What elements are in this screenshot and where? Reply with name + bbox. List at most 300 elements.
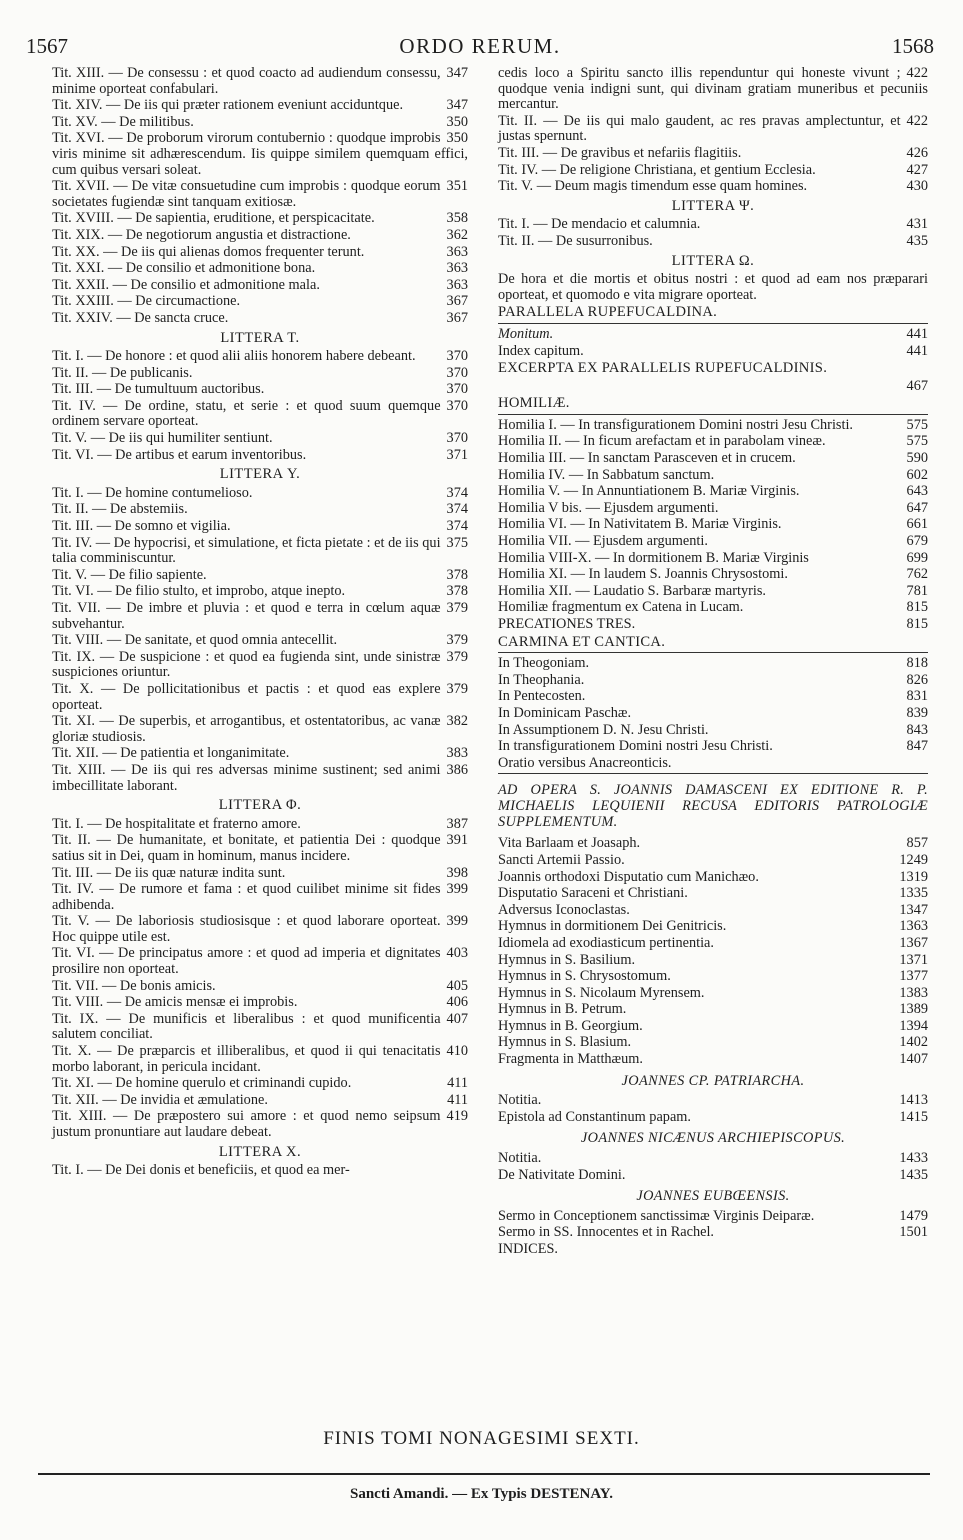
toc-entry — [498, 217, 928, 233]
toc-entry — [498, 234, 928, 250]
entry-text: In Assumptionem D. N. Jesu Christi. — [498, 721, 709, 738]
toc-entry — [498, 534, 928, 550]
section-heading: LITTERA Ω. — [671, 252, 755, 269]
page-reference: 350 — [446, 130, 468, 147]
toc-entry — [52, 914, 468, 945]
entry-text: Homilia VI. — In Nativitatem B. Mariæ Virginis. — [498, 516, 782, 533]
toc-entry — [52, 294, 468, 310]
entry-text: Idiomela ad exodiasticum pertinentia. — [498, 934, 714, 951]
entry-text: Tit. V. — De laboriosis studiosisque : et quod laborare oporteat. Hoc quippe utile est. — [52, 913, 441, 945]
toc-entry — [52, 1044, 468, 1075]
entry-text: cedis loco a Spiritu sancto illis rependuntur qui honeste vivunt ; quodque venia indigni sunt, qui divinam gratiam muneribus et pecuniis mercantur. — [498, 65, 928, 113]
entry-text: Tit. IX. — De suspicione : et quod ea fugienda sint, unde sinistræ suspiciones oriuntur. — [52, 648, 441, 681]
toc-entry — [498, 1110, 928, 1126]
toc-entry — [498, 689, 928, 705]
toc-entry — [52, 946, 468, 977]
page-reference: 661 — [906, 516, 928, 533]
entry-text: Tit. VII. — De bonis amicis. — [52, 977, 216, 994]
entry-text: Tit. XIX. — De negotiorum angustia et distractione. — [52, 226, 351, 243]
toc-entry — [498, 418, 928, 434]
toc-entry — [52, 746, 468, 762]
toc-entry — [52, 995, 468, 1011]
entry-text: Tit. V. — De filio sapiente. — [52, 566, 207, 583]
entry-text: Tit. VIII. — De amicis mensæ ei improbis. — [52, 994, 298, 1011]
page-reference: 370 — [446, 430, 468, 447]
toc-entry — [52, 115, 468, 131]
page-reference: 367 — [446, 293, 468, 310]
toc-entry — [52, 311, 468, 327]
page-reference: 1249 — [899, 851, 928, 868]
page-reference: 379 — [446, 648, 468, 665]
toc-entry — [498, 936, 928, 952]
entry-text: Tit. I. — De honore : et quod alii aliis honorem habere debeant. — [52, 348, 416, 365]
toc-entry — [52, 601, 468, 632]
page-reference: 441 — [906, 342, 928, 359]
page-reference: 1383 — [899, 984, 928, 1001]
printer-imprint: Sancti Amandi. — Ex Typis DESTENAY. — [349, 1486, 613, 1502]
entry-text: Homilia VII. — Ejusdem argumenti. — [498, 533, 708, 550]
toc-entry — [52, 448, 468, 464]
page-reference: 1407 — [899, 1051, 928, 1068]
toc-entry — [52, 278, 468, 294]
page-reference: 818 — [906, 655, 928, 672]
toc-entry — [498, 1002, 928, 1018]
page-reference: 358 — [446, 210, 468, 227]
entry-text: De hora et die mortis et obitus nostri : et quod ad eam nos præparari oporteat, et quomodo e vita migrare oporteat. — [498, 271, 928, 303]
entry-text: Sancti Artemii Passio. — [498, 851, 625, 868]
page-reference: 370 — [446, 364, 468, 381]
toc-entry — [52, 519, 468, 535]
page-reference: 1479 — [899, 1207, 928, 1224]
toc-entry — [498, 723, 928, 739]
toc-entry — [498, 656, 928, 672]
entry-text: Tit. XXIII. — De circumactione. — [52, 293, 241, 310]
divider — [498, 652, 928, 653]
toc-entry — [52, 1109, 468, 1140]
toc-entry — [52, 486, 468, 502]
toc-entry — [52, 682, 468, 713]
toc-entry — [498, 146, 928, 162]
page-reference: 383 — [446, 745, 468, 762]
page-title: ORDO RERUM. — [399, 34, 561, 58]
toc-entry — [498, 517, 928, 533]
toc-entry — [52, 349, 468, 365]
entry-text: In Theogoniam. — [498, 655, 590, 672]
page-reference: 1389 — [899, 1001, 928, 1018]
toc-entry — [498, 451, 928, 467]
entry-text: Index capitum. — [498, 342, 584, 359]
page-reference: 575 — [906, 433, 928, 450]
supplement-heading: AD OPERA S. JOANNIS DAMASCENI EX EDITIONE R. P. MICHAELIS LEQUIENII RECUSA EDITORIS PATROLOGIÆ SUPPLEMENTUM. — [498, 782, 928, 831]
toc-entry — [52, 366, 468, 382]
toc-entry — [52, 98, 468, 114]
entry-text: In Theophania. — [498, 671, 585, 688]
toc-entry — [498, 1209, 928, 1225]
entry-text: Homilia XII. — Laudatio S. Barbaræ martyris. — [498, 582, 767, 599]
page-reference: 826 — [906, 671, 928, 688]
toc-entry — [498, 1035, 928, 1051]
page-reference: 370 — [446, 381, 468, 398]
entry-text: Adversus Iconoclastas. — [498, 901, 630, 918]
page-reference: 1413 — [899, 1092, 928, 1109]
entry-text: Tit. XVII. — De vitæ consuetudine cum improbis : quodque eorum societates fugiendæ sint tanquam exitiosæ. — [52, 178, 441, 210]
toc-entry — [52, 431, 468, 447]
left-column — [52, 66, 468, 1180]
entry-text: Tit. II. — De iis qui malo gaudent, ac res pravas amplectuntur, et justas spernunt. — [498, 112, 901, 145]
section-heading: LITTERA Φ. — [218, 797, 302, 814]
toc-entry — [52, 66, 468, 97]
toc-entry — [498, 969, 928, 985]
entry-text: Homilia I. — In transfigurationem Domini nostri Jesu Christi. — [498, 416, 853, 433]
divider — [498, 773, 928, 774]
entry-text: Vita Barlaam et Joasaph. — [498, 835, 641, 852]
entry-text: Tit. IV. — De rumore et fama : et quod cuilibet minime sit fides adhibenda. — [52, 881, 441, 913]
toc-entry — [498, 114, 928, 145]
entry-text: Tit. IV. — De ordine, statu, et serie : et quod suum quemque ordinem servare oporteat. — [52, 397, 441, 430]
page-reference: 406 — [446, 994, 468, 1011]
entry-text: Tit. VII. — De imbre et pluvia : et quod e terra in cœlum aquæ subvehantur. — [52, 600, 441, 632]
toc-entry — [498, 870, 928, 886]
page-reference: 386 — [446, 761, 468, 778]
page-reference: 382 — [446, 713, 468, 730]
entry-text: Tit. V. — De iis qui humiliter sentiunt. — [52, 430, 273, 447]
page-reference: 347 — [446, 65, 468, 81]
toc-entry — [498, 739, 928, 755]
page-number-right: 1568 — [892, 34, 934, 58]
toc-entry — [498, 1225, 928, 1241]
page-reference: 815 — [906, 616, 928, 632]
page-reference: 379 — [446, 600, 468, 616]
entry-text: PRECATIONES TRES. — [498, 616, 636, 632]
entry-text: Tit. III. — De tumultuum auctoribus. — [52, 381, 265, 398]
page-reference: 399 — [446, 913, 468, 930]
entry-text: Fragmenta in Matthæum. — [498, 1051, 643, 1068]
entry-text: Tit. XVIII. — De sapientia, eruditione, et perspicacitate. — [52, 210, 375, 227]
entry-text: Tit. XIII. — De consessu : et quod coacto ad audiendum consessu, minime oporteat confabulari. — [52, 65, 441, 97]
entry-text: Sermo in SS. Innocentes et in Rachel. — [498, 1224, 715, 1241]
toc-entry — [52, 228, 468, 244]
page-reference: 411 — [447, 1091, 468, 1108]
entry-text: Tit. XVI. — De proborum virorum contubernio : quodque improbis viris minime sit adhærescendum. Iis quippe similem quemquam effici, cum quibus versari soleat. — [52, 130, 468, 178]
page-reference: 378 — [446, 583, 468, 600]
toc-entry — [498, 551, 928, 567]
entry-text: Hymnus in S. Blasium. — [498, 1034, 632, 1051]
entry-text: Monitum. — [498, 325, 554, 342]
author-heading: JOANNES EUBŒENSIS. — [636, 1188, 790, 1205]
entry-text: Hymnus in S. Chrysostomum. — [498, 968, 671, 985]
toc-entry — [52, 382, 468, 398]
page-reference: 399 — [446, 881, 468, 898]
page-reference: 363 — [446, 276, 468, 293]
entry-text: Hymnus in dormitionem Dei Genitricis. — [498, 918, 727, 935]
page-number-left: 1567 — [26, 34, 68, 58]
page-reference: 363 — [446, 260, 468, 277]
toc-entry — [498, 501, 928, 517]
entry-text: Epistola ad Constantinum papam. — [498, 1108, 691, 1125]
page-reference: 1394 — [899, 1017, 928, 1034]
section-heading: LITTERA X. — [218, 1143, 302, 1160]
section-heading: LITTERA Υ. — [219, 466, 301, 483]
entry-text: Tit. XII. — De patientia et longanimitate. — [52, 745, 290, 762]
toc-entry — [52, 584, 468, 600]
page-reference: 379 — [446, 680, 468, 697]
entry-text: Tit. VI. — De filio stulto, et improbo, atque inepto. — [52, 583, 346, 600]
section-heading: LITTERA T. — [220, 329, 300, 346]
entry-text: Tit. XIII. — De præpostero sui amore : et quod nemo seipsum justum pronuntiare aut laudare debeat. — [52, 1108, 441, 1140]
toc-entry — [498, 179, 928, 195]
toc-entry — [52, 882, 468, 913]
entry-text: Tit. I. — De Dei donis et beneficiis, et quod ea mer- — [52, 1162, 350, 1179]
page-reference: 422 — [906, 112, 928, 129]
page-reference: 426 — [906, 144, 928, 161]
entry-text: In Pentecosten. — [498, 688, 586, 705]
page-reference: 363 — [446, 243, 468, 260]
volume-end-note: FINIS TOMI NONAGESIMI SEXTI. — [323, 1428, 640, 1449]
toc-entry — [498, 1242, 928, 1258]
divider — [498, 414, 928, 415]
entry-text: Homilia V bis. — Ejusdem argumenti. — [498, 499, 719, 516]
running-header — [26, 34, 934, 60]
entry-text: Tit. XI. — De homine querulo et criminandi cupido. — [52, 1075, 352, 1092]
toc-entry — [498, 1052, 928, 1068]
page-reference: 430 — [906, 178, 928, 195]
entry-text: Tit. III. — De somno et vigilia. — [52, 518, 231, 535]
toc-entry — [498, 1168, 928, 1184]
page-reference: 370 — [446, 348, 468, 365]
page-reference: 699 — [906, 549, 928, 566]
section-heading: LITTERA Ψ. — [671, 197, 755, 214]
page-reference: 1377 — [899, 968, 928, 985]
page-reference: 431 — [906, 216, 928, 233]
entry-text: Homilia IV. — In Sabbatum sanctum. — [498, 466, 715, 483]
toc-entry — [498, 1093, 928, 1109]
entry-text: Tit. II. — De susurronibus. — [498, 232, 653, 249]
page-reference: 403 — [446, 945, 468, 962]
page-reference: 398 — [446, 864, 468, 881]
toc-entry — [498, 434, 928, 450]
toc-entry — [498, 1151, 928, 1167]
page-reference: 857 — [906, 835, 928, 852]
page-reference: 1371 — [899, 951, 928, 968]
page-reference: 643 — [906, 483, 928, 500]
entry-text: Tit. XV. — De militibus. — [52, 113, 194, 130]
toc-entry — [52, 1012, 468, 1043]
toc-entry — [498, 673, 928, 689]
page-reference: 422 — [906, 65, 928, 81]
page-reference: 374 — [446, 518, 468, 535]
toc-entry — [52, 568, 468, 584]
entry-text: Tit. XII. — De invidia et æmulatione. — [52, 1091, 268, 1108]
toc-entry — [498, 272, 928, 303]
page-reference: 379 — [446, 632, 468, 649]
entry-text: Tit. XI. — De superbis, et arrogantibus, et ostentatoribus, ac vanæ gloriæ studiosis. — [52, 713, 441, 745]
toc-entry — [52, 131, 468, 178]
entry-text: Homilia VIII-X. — In dormitionem B. Mariæ Virginis — [498, 549, 809, 566]
toc-entry — [52, 633, 468, 649]
entry-text: Tit. III. — De gravibus et nefariis flagitiis. — [498, 144, 742, 161]
entry-text: Disputatio Saraceni et Christiani. — [498, 885, 688, 902]
page-reference: 1433 — [899, 1150, 928, 1167]
page-reference: 351 — [446, 178, 468, 195]
toc-entry — [498, 903, 928, 919]
entry-text: Tit. XIV. — De iis qui præter rationem eveniunt acciduntque. — [52, 97, 404, 114]
toc-entry — [52, 179, 468, 210]
right-column — [498, 66, 928, 1259]
toc-entry — [52, 536, 468, 567]
page-reference: 647 — [906, 499, 928, 516]
toc-entry — [52, 714, 468, 745]
entry-text: Homilia III. — In sanctam Parasceven et in crucem. — [498, 450, 796, 467]
toc-entry — [498, 919, 928, 935]
entry-text: Tit. IX. — De munificis et liberalibus : et quod munificentia salutem conciliat. — [52, 1010, 441, 1043]
entry-text: Hymnus in B. Georgium. — [498, 1017, 643, 1034]
toc-entry — [498, 468, 928, 484]
toc-entry — [498, 853, 928, 869]
entry-text: Hymnus in S. Nicolaum Myrensem. — [498, 984, 705, 1001]
page-reference: 362 — [446, 226, 468, 243]
toc-entry — [52, 833, 468, 864]
entry-text: Tit. VIII. — De sanitate, et quod omnia antecellit. — [52, 632, 338, 649]
page-reference: 1501 — [899, 1224, 928, 1241]
entry-text: INDICES. — [498, 1241, 558, 1257]
entry-text: In transfigurationem Domini nostri Jesu Christi. — [498, 738, 773, 755]
entry-text: Tit. XX. — De iis qui alienas domos frequenter terunt. — [52, 243, 365, 260]
entry-text: Homilia XI. — In laudem S. Joannis Chrysostomi. — [498, 566, 788, 583]
toc-entry — [498, 163, 928, 179]
page-reference: 575 — [906, 416, 928, 433]
page-reference: 378 — [446, 566, 468, 583]
page-reference: 602 — [906, 466, 928, 483]
toc-entry — [498, 1019, 928, 1035]
divider — [498, 323, 928, 324]
entry-text: Tit. XXIV. — De sancta cruce. — [52, 309, 229, 326]
page-reference: 1319 — [899, 868, 928, 885]
entry-text: Joannis orthodoxi Disputatio cum Manichæo. — [498, 868, 759, 885]
toc-entry — [498, 344, 928, 360]
toc-entry — [498, 66, 928, 113]
page-reference: 410 — [446, 1043, 468, 1060]
page-reference: 815 — [906, 599, 928, 616]
footer-rule — [38, 1473, 930, 1475]
page-reference: 1367 — [899, 934, 928, 951]
entry-text: Tit. XXI. — De consilio et admonitione bona. — [52, 260, 316, 277]
page-reference: 350 — [446, 113, 468, 130]
toc-entry — [52, 763, 468, 794]
entry-text: Tit. X. — De pollicitationibus et pactis : et quod eas explere oporteat. — [52, 680, 441, 713]
page-reference: 407 — [446, 1010, 468, 1027]
entry-text: Notitia. — [498, 1092, 542, 1109]
page-reference: 427 — [906, 161, 928, 178]
entry-text: Tit. XXII. — De consilio et admonitione mala. — [52, 276, 320, 293]
page-reference: 679 — [906, 533, 928, 550]
page-reference: 1435 — [899, 1166, 928, 1183]
toc-entry — [52, 261, 468, 277]
toc-entry — [498, 886, 928, 902]
entry-text: Oratio versibus Anacreonticis. — [498, 754, 672, 771]
page-reference: 1347 — [899, 901, 928, 918]
toc-entry — [52, 979, 468, 995]
entry-text: Tit. I. — De mendacio et calumnia. — [498, 216, 701, 233]
page-reference: 781 — [906, 582, 928, 599]
entry-text: Tit. III. — De iis quæ naturæ indita sunt. — [52, 864, 286, 881]
page-reference: 1363 — [899, 918, 928, 935]
page-reference: 441 — [906, 325, 928, 342]
toc-entry — [498, 706, 928, 722]
entry-text: Tit. IV. — De hypocrisi, et simulatione, et ficta pietate : et de iis qui talia comminiscuntur. — [52, 534, 441, 567]
toc-entry — [52, 817, 468, 833]
toc-entry — [52, 211, 468, 227]
entry-text: Homiliæ fragmentum ex Catena in Lucam. — [498, 599, 744, 616]
entry-text: Notitia. — [498, 1150, 542, 1167]
page-reference: 839 — [906, 704, 928, 721]
toc-entry — [498, 600, 928, 616]
author-heading: JOANNES NICÆNUS ARCHIEPISCOPUS. — [580, 1130, 846, 1147]
group-heading: EXCERPTA EX PARALLELIS RUPEFUCALDINIS. — [498, 360, 828, 377]
entry-text: Tit. VI. — De artibus et earum inventoribus. — [52, 446, 307, 463]
toc-entry — [498, 617, 928, 633]
entry-text: Tit. X. — De præparcis et illiberalibus, et quod ii qui tenacitatis morbo laborant, in pericula incidant. — [52, 1043, 441, 1075]
page-reference: 762 — [906, 566, 928, 583]
entry-text: Hymnus in B. Petrum. — [498, 1001, 627, 1018]
entry-text: Tit. V. — Deum magis timendum esse quam homines. — [498, 178, 808, 195]
page-reference: 375 — [446, 534, 468, 551]
entry-text: Tit. IV. — De religione Christiana, et gentium Ecclesia. — [498, 161, 816, 178]
toc-entry — [52, 1093, 468, 1109]
group-heading: CARMINA ET CANTICA. — [498, 633, 666, 650]
page-reference: 831 — [906, 688, 928, 705]
entry-text: Tit. VI. — De principatus amore : et quod ad imperia et dignitates prosilire non oporteat. — [52, 945, 441, 978]
toc-entry — [498, 836, 928, 852]
page-reference: 371 — [446, 446, 468, 463]
group-heading: PARALLELA RUPEFUCALDINA. — [498, 304, 718, 321]
entry-text: Tit. I. — De homine contumelioso. — [52, 484, 253, 501]
entry-text: De Nativitate Domini. — [498, 1166, 626, 1183]
page-reference: 411 — [447, 1075, 468, 1092]
entry-text: Homilia V. — In Annuntiationem B. Mariæ Virginis. — [498, 483, 800, 500]
toc-entry — [498, 986, 928, 1002]
entry-text: Tit. XIII. — De iis qui res adversas minime sustinent; sed animi imbecillitate laborant. — [52, 761, 441, 794]
page-reference: 391 — [446, 832, 468, 849]
page-reference: 374 — [446, 501, 468, 518]
entry-text: Tit. II. — De publicanis. — [52, 364, 193, 381]
page-reference: 590 — [906, 450, 928, 467]
entry-text: Tit. II. — De humanitate, et bonitate, et patientia Dei : quodque satius sit in Dei, quam in hominum, manus incidere. — [52, 832, 441, 864]
entry-text: Homilia II. — In ficum arefactam et in parabolam vineæ. — [498, 433, 826, 450]
toc-entry — [52, 1163, 468, 1179]
page-reference: 847 — [906, 738, 928, 755]
entry-text: In Dominicam Paschæ. — [498, 704, 632, 721]
entry-text: Hymnus in S. Basilium. — [498, 951, 636, 968]
entry-text: Sermo in Conceptionem sanctissimæ Virginis Deiparæ. — [498, 1207, 815, 1224]
toc-entry — [52, 245, 468, 261]
page-reference: 347 — [446, 97, 468, 114]
page-reference: 419 — [446, 1108, 468, 1125]
toc-entry — [52, 866, 468, 882]
page-reference: 1415 — [899, 1108, 928, 1125]
page-reference: 387 — [446, 815, 468, 832]
page-reference: 467 — [906, 377, 928, 394]
toc-entry — [52, 650, 468, 681]
page-reference: 843 — [906, 721, 928, 738]
toc-entry — [498, 484, 928, 500]
toc-entry — [498, 953, 928, 969]
toc-entry — [52, 1076, 468, 1092]
toc-entry — [498, 756, 928, 772]
page-reference: 405 — [446, 977, 468, 994]
entry-text: Tit. I. — De hospitalitate et fraterno amore. — [52, 815, 301, 832]
page-reference: 367 — [446, 309, 468, 326]
toc-entry — [52, 502, 468, 518]
